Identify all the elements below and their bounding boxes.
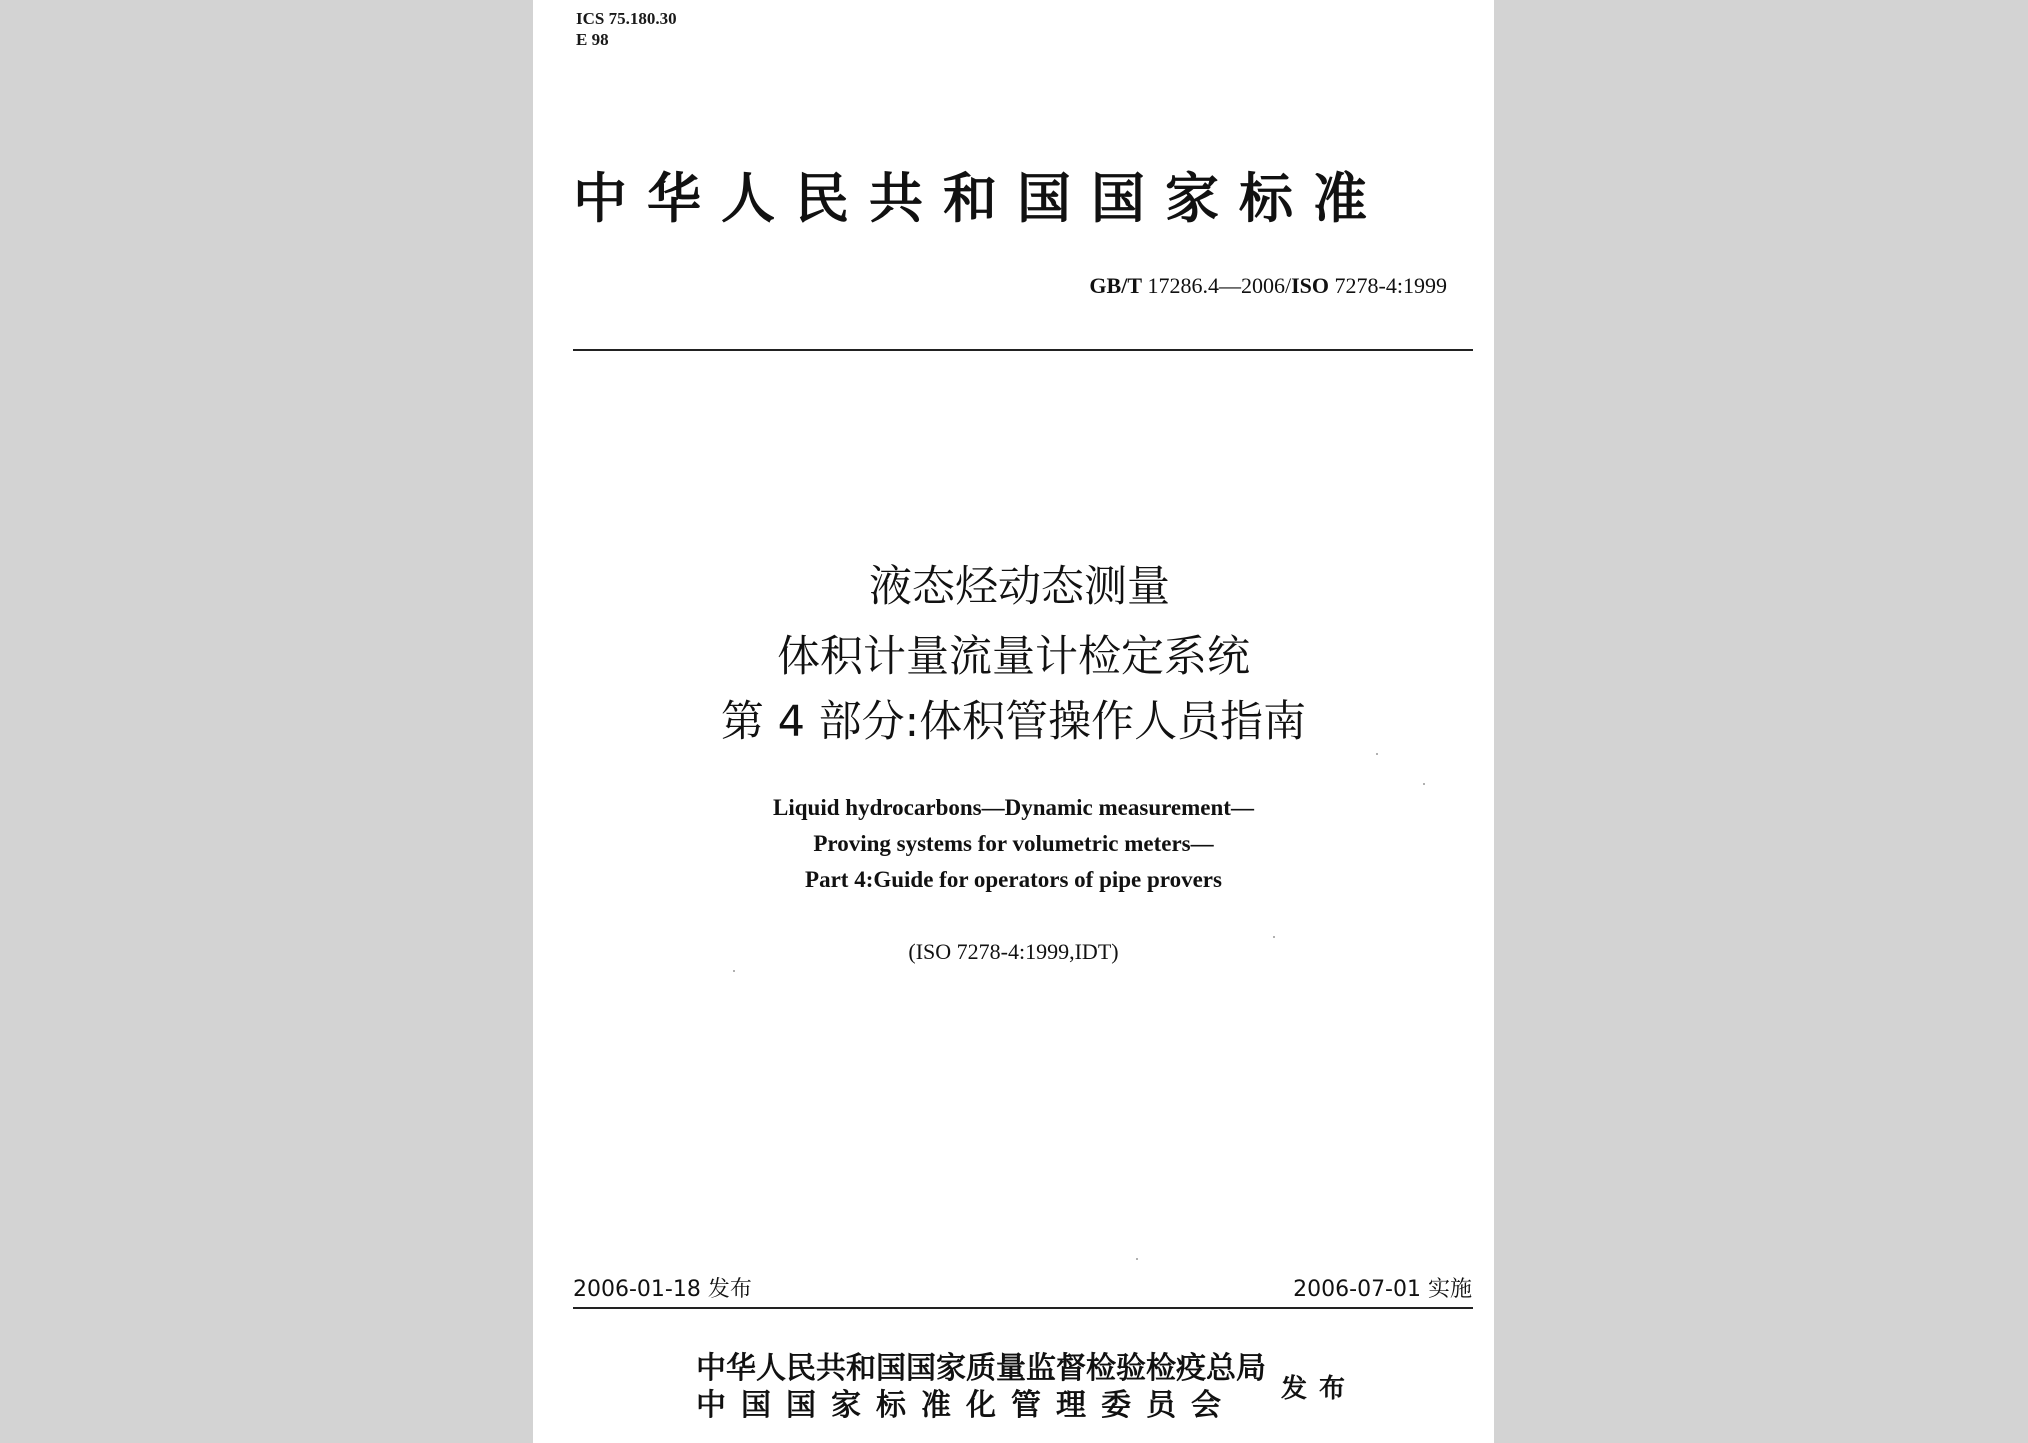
gb-prefix: GB/T [1089,273,1142,298]
publishers [696,1350,1266,1424]
national-standard-title: 中华人民共和国国家标准 [573,169,1387,229]
implementation-date: 2006-07-01 实施 [1293,1277,1472,1302]
english-title [533,790,1494,898]
scan-speck [733,970,735,972]
scan-speck [1376,753,1378,755]
gb-number: 17286.4—2006/ [1147,273,1292,298]
document-page [533,0,1494,1443]
english-title-line-3: Part 4:Guide for operators of pipe provers [805,867,1222,892]
scan-speck [1273,936,1275,938]
classification-codes [576,8,677,50]
scan-speck [1423,783,1425,785]
ics-code: ICS 75.180.30 [576,9,677,28]
scan-speck [1136,1258,1138,1260]
publish-verb: 发布 [1281,1374,1358,1404]
iso-number: 7278-4:1999 [1334,273,1447,298]
standard-code [1089,272,1447,300]
issue-date: 2006-01-18 发布 [573,1277,752,1302]
publisher-aqsiq: 中华人民共和国国家质量监督检验检疫总局 [696,1352,1266,1385]
header-divider [573,349,1473,351]
chinese-title-line-1: 液态烃动态测量 [869,562,1170,612]
iso-prefix: ISO [1291,273,1330,298]
ccs-code: E 98 [576,30,609,49]
chinese-title-line-2: 体积计量流量计检定系统 [777,632,1250,682]
chinese-title-line-3: 第 4 部分:体积管操作人员指南 [720,697,1307,747]
publisher-sac: 中国国家标准化管理委员会 [696,1389,1236,1422]
footer-divider [573,1307,1473,1309]
english-title-line-1: Liquid hydrocarbons—Dynamic measurement— [773,795,1254,820]
english-title-line-2: Proving systems for volumetric meters— [813,831,1214,856]
equivalence-note: (ISO 7278-4:1999,IDT) [908,939,1119,964]
